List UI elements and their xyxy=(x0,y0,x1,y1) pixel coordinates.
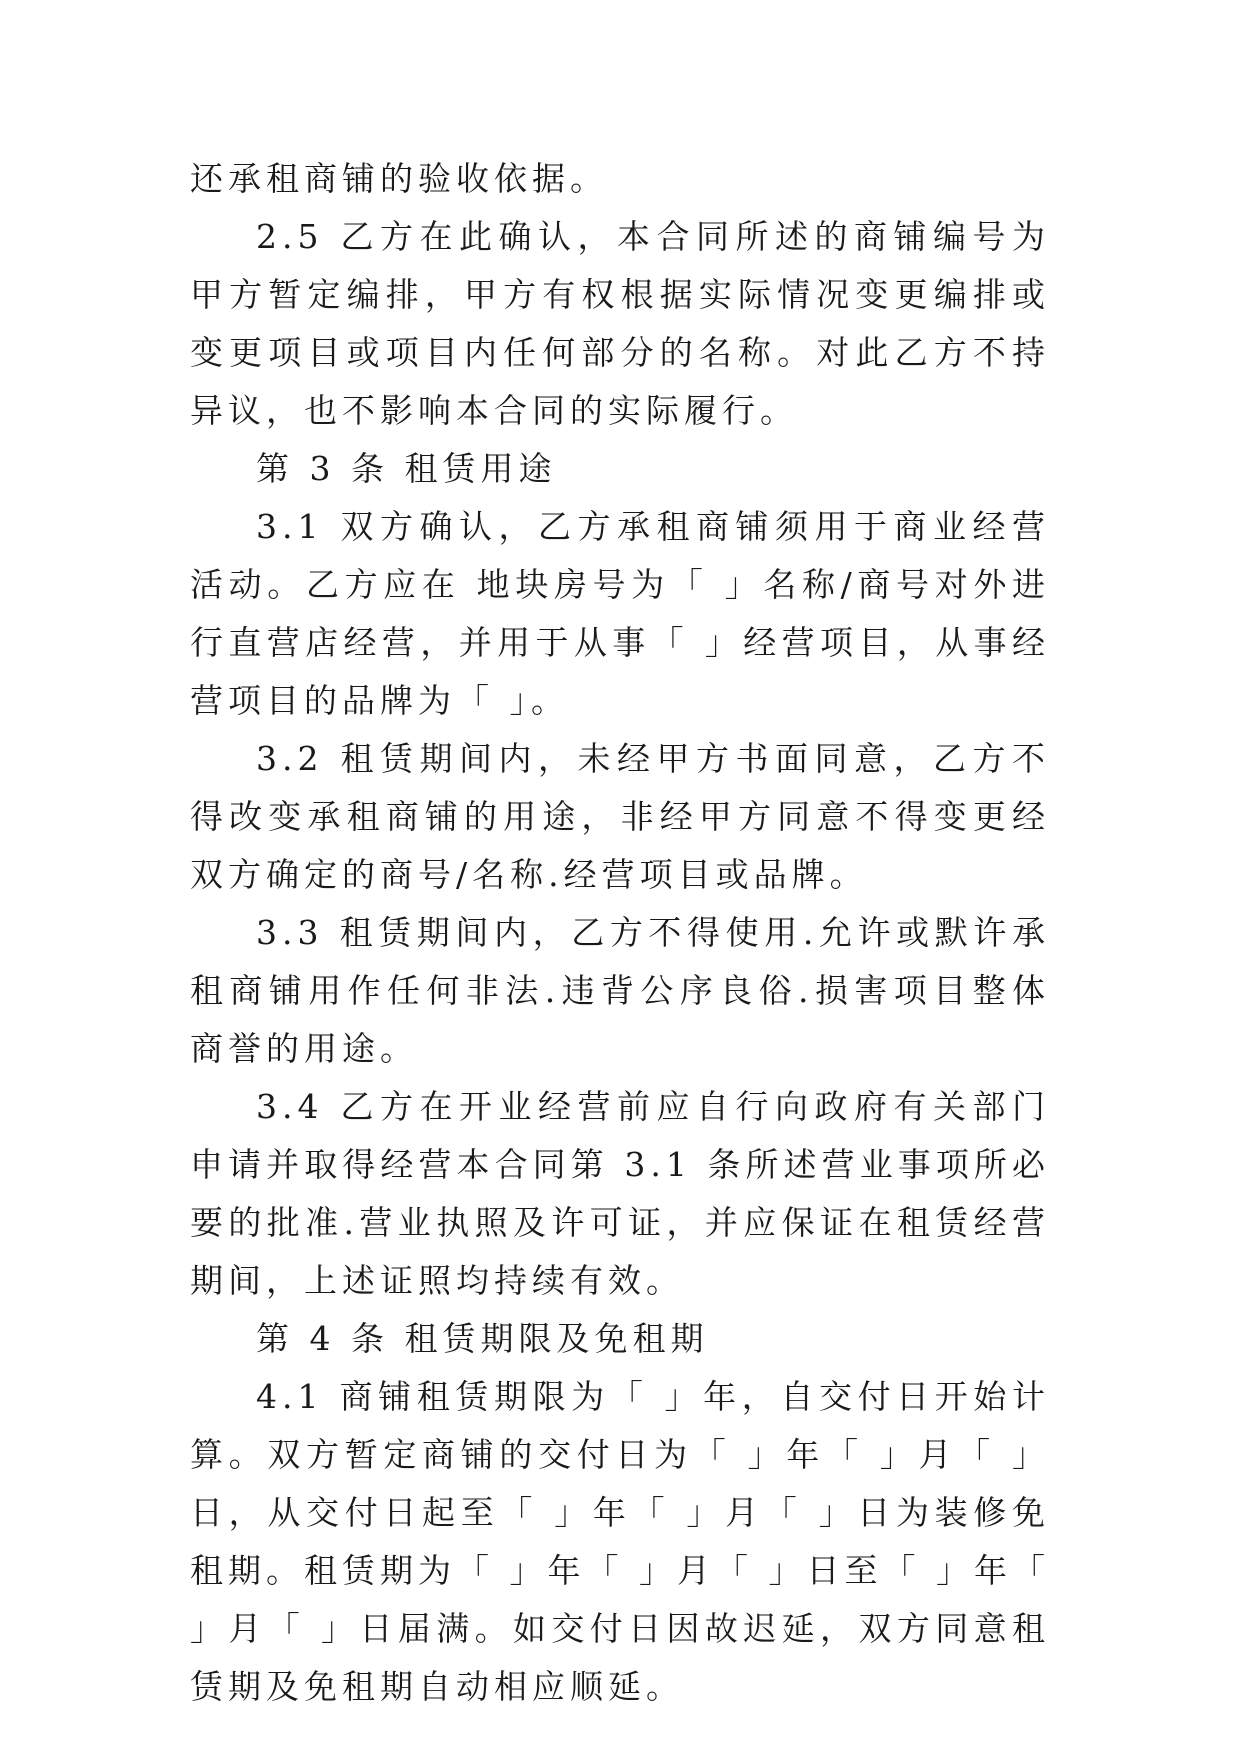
para-3-1: 3.1 双方确认，乙方承租商铺须用于商业经营活动。乙方应在 地块房号为「 」名称/商号对外进行直营店经营，并用于从事「 」经营项目，从事经营项目的品牌为「 」。 xyxy=(190,507,1050,720)
para-4-1: 4.1 商铺租赁期限为「 」年，自交付日开始计算。双方暂定商铺的交付日为「 」年「 」月「 」日，从交付日起至「 」年「 」月「 」日为装修免租期。租赁期为「 」年「 」月「 」日至「 」年「 」月「 」日届满。如交付日因故迟延，双方同意租赁期及免租期自动相应顺延。 xyxy=(190,1377,1050,1706)
para-continuation: 还承租商铺的验收依据。 xyxy=(190,159,608,198)
para-3-4: 3.4 乙方在开业经营前应自行向政府有关部门申请并取得经营本合同第 3.1 条所述营业事项所必要的批准.营业执照及许可证，并应保证在租赁经营期间，上述证照均持续有效。 xyxy=(190,1087,1050,1300)
para-2-5: 2.5 乙方在此确认，本合同所述的商铺编号为甲方暂定编排，甲方有权根据实际情况变更编排或变更项目或项目内任何部分的名称。对此乙方不持异议，也不影响本合同的实际履行。 xyxy=(190,217,1050,430)
heading-article-4: 第 4 条 租赁期限及免租期 xyxy=(256,1319,709,1358)
para-3-2: 3.2 租赁期间内，未经甲方书面同意，乙方不得改变承租商铺的用途，非经甲方同意不得变更经双方确定的商号/名称.经营项目或品牌。 xyxy=(190,739,1050,894)
document-body xyxy=(190,150,1050,1716)
heading-article-3: 第 3 条 租赁用途 xyxy=(256,449,557,488)
para-3-3: 3.3 租赁期间内，乙方不得使用.允许或默许承租商铺用作任何非法.违背公序良俗.损害项目整体商誉的用途。 xyxy=(190,913,1050,1068)
